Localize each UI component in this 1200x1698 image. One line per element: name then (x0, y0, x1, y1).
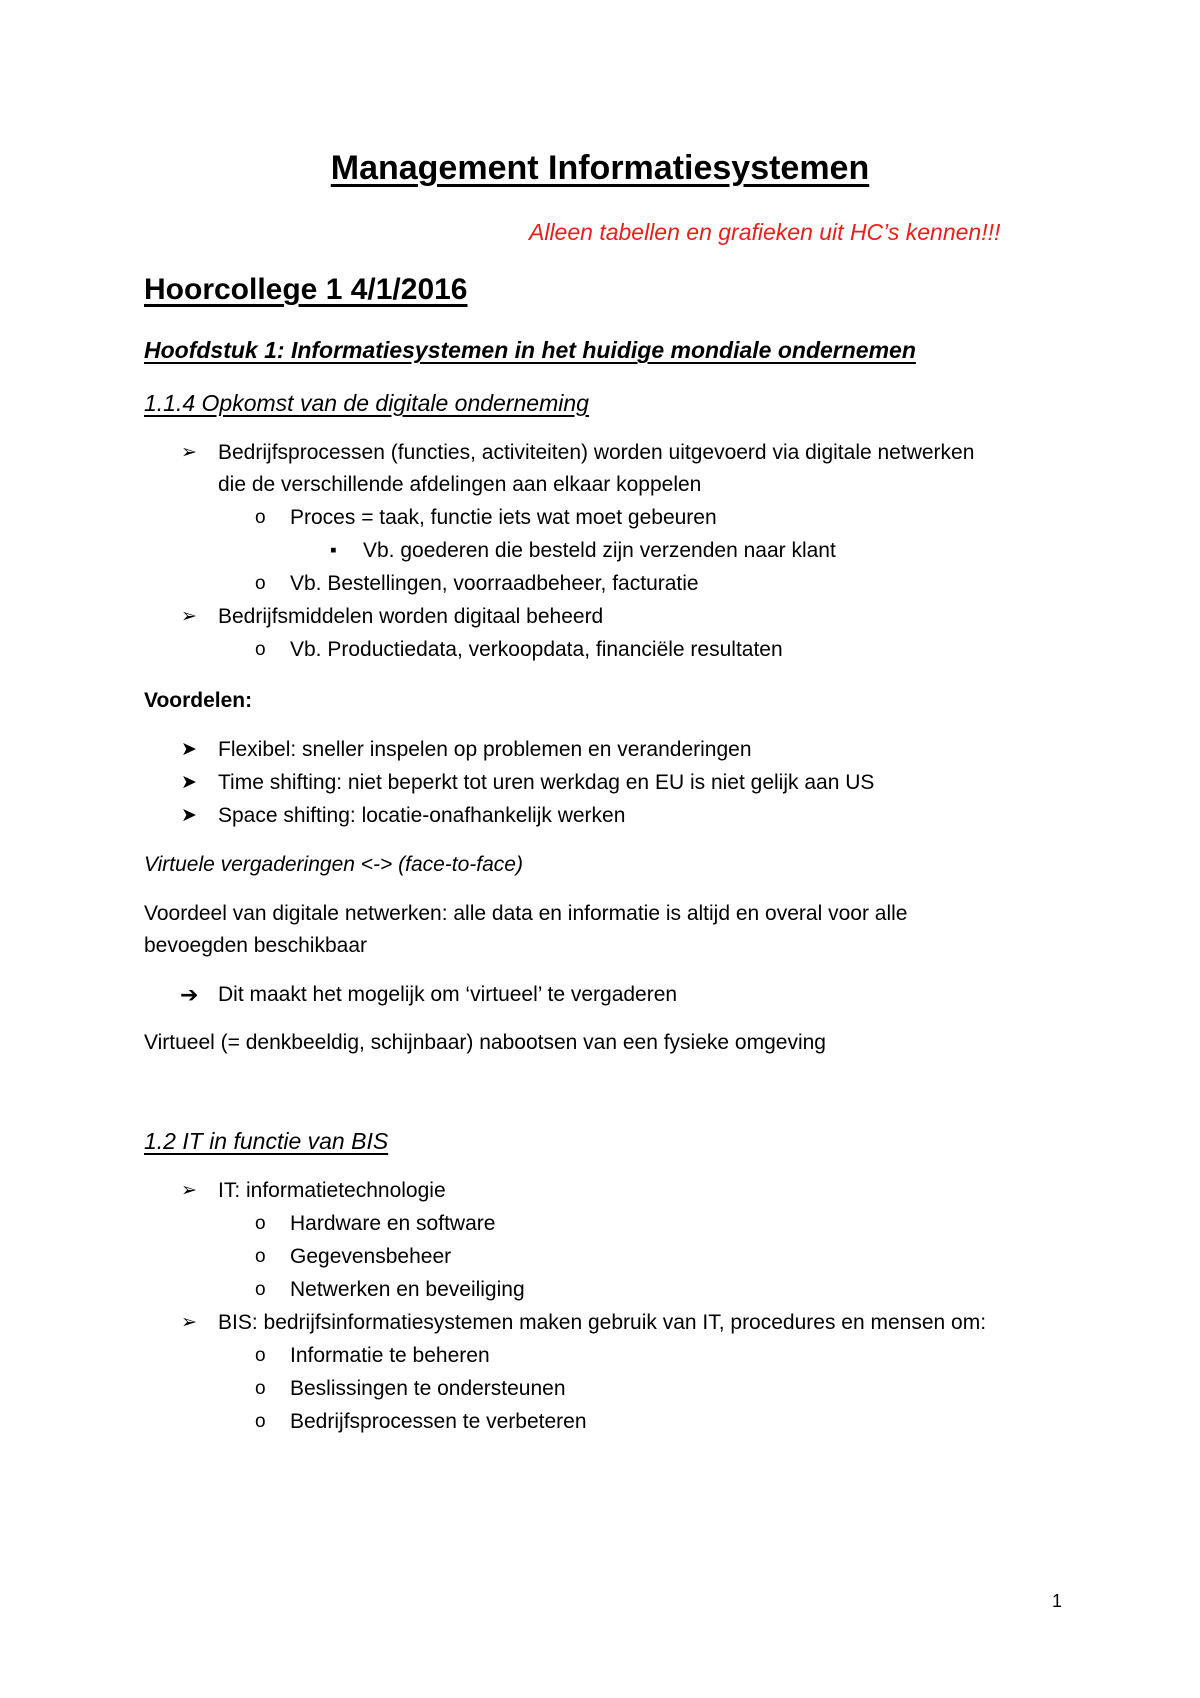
paragraph-continued: bevoegden beschikbaar (144, 934, 368, 957)
bold-chevron-bullet-icon: ➤ (181, 805, 197, 826)
circle-bullet-icon: o (255, 1378, 266, 1399)
list-item: Hardware en software (290, 1212, 496, 1235)
circle-bullet-icon: o (255, 1279, 266, 1300)
list-item: Beslissingen te ondersteunen (290, 1377, 566, 1400)
circle-bullet-icon: o (255, 507, 266, 528)
section-12-heading: 1.2 IT in functie van BIS (144, 1128, 389, 1154)
section-114-heading: 1.1.4 Opkomst van de digitale onderneming (144, 390, 589, 416)
list-item: BIS: bedrijfsinformatiesystemen maken gebruik van IT, procedures en mensen om: (218, 1311, 987, 1334)
advantage-item: Time shifting: niet beperkt tot uren werkdag en EU is niet gelijk aan US (218, 771, 875, 794)
list-item: IT: informatietechnologie (218, 1179, 446, 1202)
list-item: Netwerken en beveiliging (290, 1278, 525, 1301)
chevron-bullet-icon: ➢ (181, 1180, 197, 1201)
square-bullet-icon: ▪ (330, 540, 337, 561)
circle-bullet-icon: o (255, 1213, 266, 1234)
list-item: Bedrijfsmiddelen worden digitaal beheerd (218, 605, 604, 628)
list-item: Vb. Productiedata, verkoopdata, financiële resultaten (290, 638, 783, 661)
document-title: Management Informatiesystemen (330, 149, 870, 187)
virtual-meetings-text: Virtuele vergaderingen <-> (face-to-face) (144, 853, 523, 876)
list-item: Vb. goederen die besteld zijn verzenden naar klant (363, 539, 836, 562)
paragraph: Voordeel van digitale netwerken: alle data en informatie is altijd en overal voor alle (144, 902, 908, 925)
advantages-label: Voordelen: (144, 689, 253, 712)
chevron-bullet-icon: ➢ (181, 442, 197, 463)
exam-note: Alleen tabellen en grafieken uit HC’s kennen!!! (529, 219, 1001, 245)
list-item: Vb. Bestellingen, voorraadbeheer, facturatie (290, 572, 699, 595)
circle-bullet-icon: o (255, 1345, 266, 1366)
page-number: 1 (1052, 1591, 1063, 1611)
circle-bullet-icon: o (255, 1246, 266, 1267)
circle-bullet-icon: o (255, 639, 266, 660)
bold-chevron-bullet-icon: ➤ (181, 739, 197, 760)
chevron-bullet-icon: ➢ (181, 606, 197, 627)
list-item: Bedrijfsprocessen te verbeteren (290, 1410, 587, 1433)
list-item-continued: die de verschillende afdelingen aan elkaar koppelen (218, 473, 702, 496)
circle-bullet-icon: o (255, 573, 266, 594)
arrow-bullet-icon: ➔ (180, 982, 199, 1007)
list-item: Gegevensbeheer (290, 1245, 452, 1268)
list-item: Proces = taak, functie iets wat moet gebeuren (290, 506, 717, 529)
circle-bullet-icon: o (255, 1411, 266, 1432)
paragraph: Virtueel (= denkbeeldig, schijnbaar) nabootsen van een fysieke omgeving (144, 1031, 826, 1054)
chevron-bullet-icon: ➢ (181, 1312, 197, 1333)
chapter-heading: Hoofdstuk 1: Informatiesystemen in het huidige mondiale ondernemen (144, 337, 916, 363)
advantage-item: Flexibel: sneller inspelen op problemen en veranderingen (218, 738, 752, 761)
lecture-heading: Hoorcollege 1 4/1/2016 (144, 273, 468, 306)
list-item: Dit maakt het mogelijk om ‘virtueel’ te vergaderen (218, 983, 678, 1006)
bold-chevron-bullet-icon: ➤ (181, 772, 197, 793)
list-item: Bedrijfsprocessen (functies, activiteiten) worden uitgevoerd via digitale netwerken (218, 441, 975, 464)
advantage-item: Space shifting: locatie-onafhankelijk werken (218, 804, 626, 827)
list-item: Informatie te beheren (290, 1344, 490, 1367)
